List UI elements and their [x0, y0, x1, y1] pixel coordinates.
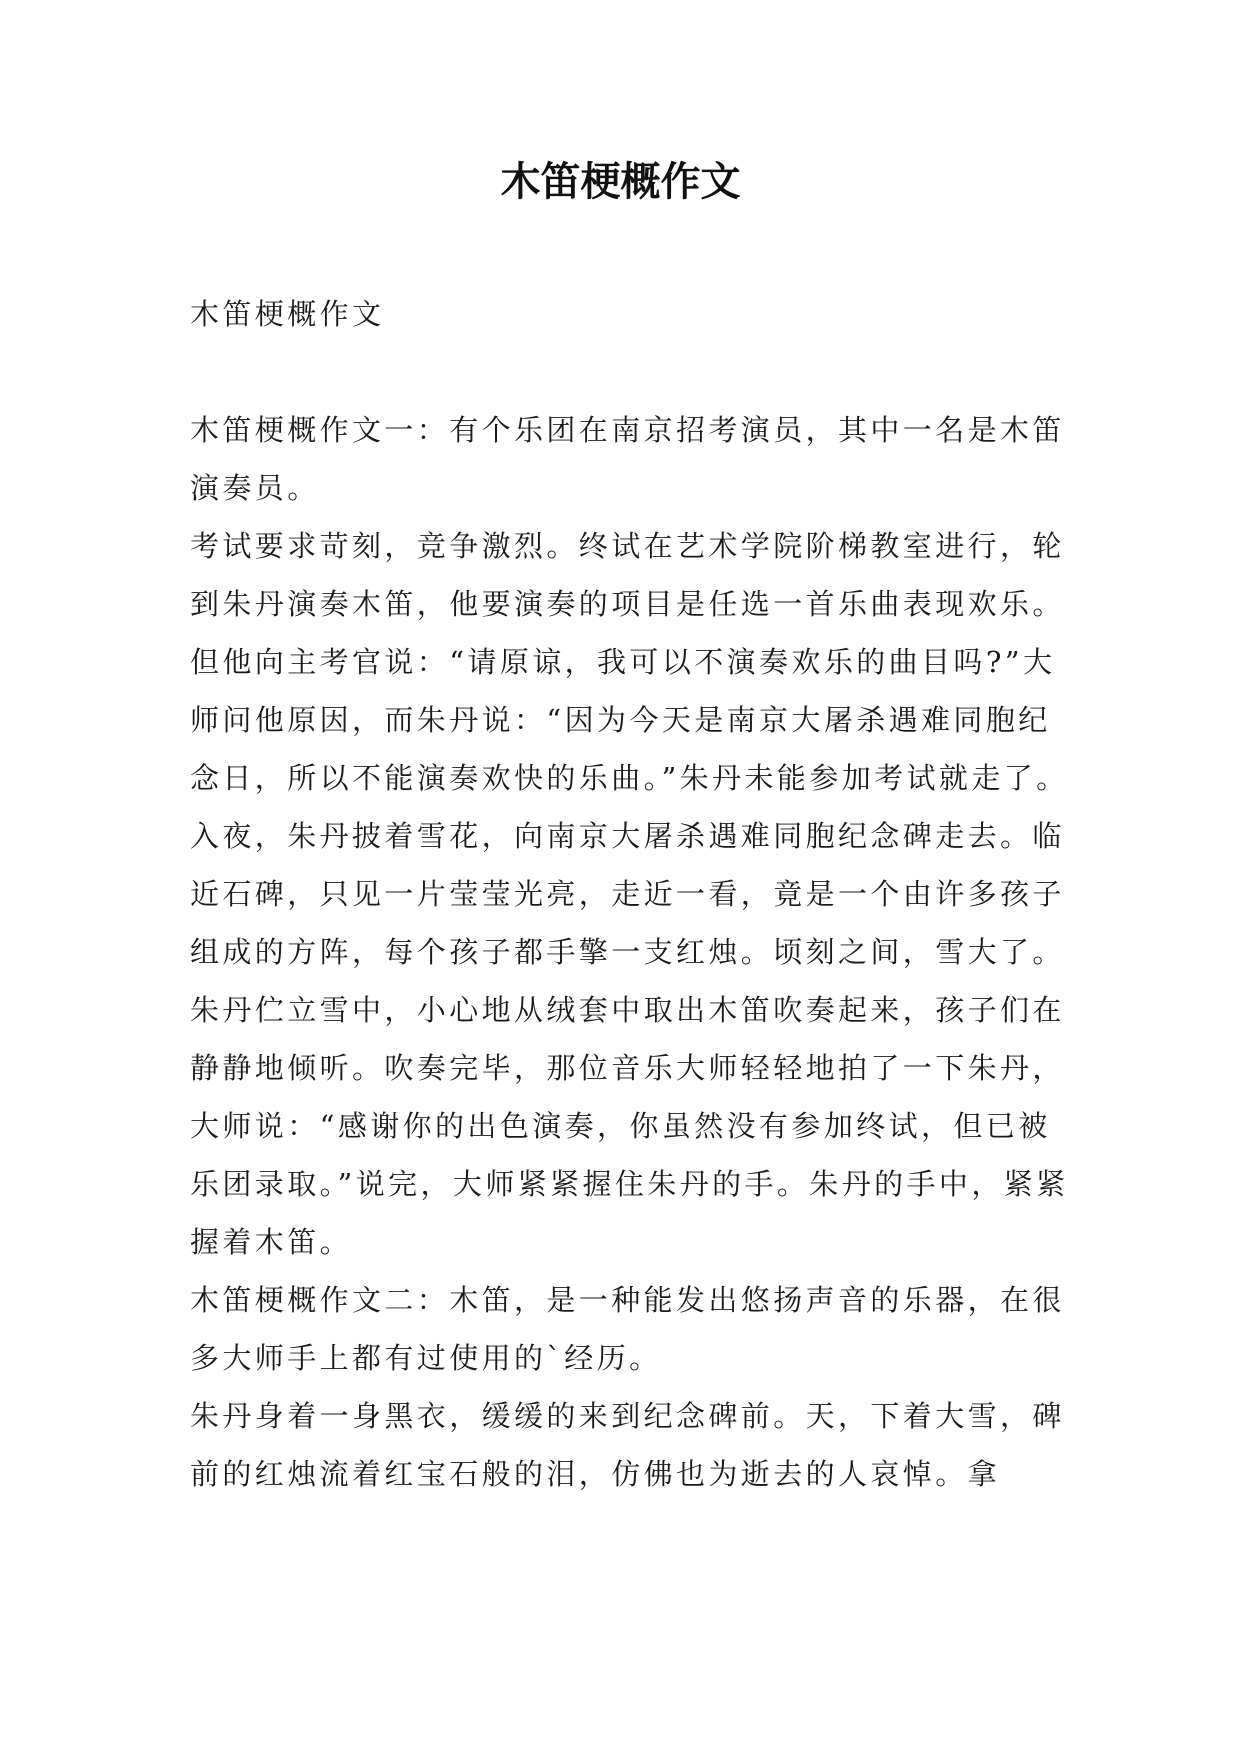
paragraph-2: 考试要求苛刻，竞争激烈。终试在艺术学院阶梯教室进行，轮到朱丹演奏木笛，他要演奏的项目是任选一首乐曲表现欢乐。但他向主考官说：“请原谅，我可以不演奏欢乐的曲目吗?”大师问他原因，而朱丹说：“因为今天是南京大屠杀遇难同胞纪念日，所以不能演奏欢快的乐曲。”朱丹未能参加考试就走了。 [190, 529, 1069, 795]
paragraph-4: 木笛梗概作文二：木笛，是一种能发出悠扬声音的乐器，在很多大师手上都有过使用的`经历。 [190, 1283, 1065, 1375]
document-title: 木笛梗概作文 [500, 159, 741, 205]
paragraph-5: 朱丹身着一身黑衣，缓缓的来到纪念碑前。天，下着大雪，碑前的红烛流着红宝石般的泪，仿佛也为逝去的人哀悼。拿 [190, 1399, 1065, 1491]
paragraph-3: 入夜，朱丹披着雪花，向南京大屠杀遇难同胞纪念碑走去。临近石碑，只见一片莹莹光亮，走近一看，竟是一个由许多孩子组成的方阵，每个孩子都手擎一支红烛。顷刻之间，雪大了。朱丹伫立雪中，小心地从绒套中取出木笛吹奏起来，孩子们在静静地倾听。吹奏完毕，那位音乐大师轻轻地拍了一下朱丹，大师说：“感谢你的出色演奏，你虽然没有参加终试，但已被乐团录取。”说完，大师紧紧握住朱丹的手。朱丹的手中，紧紧握着木笛。 [190, 819, 1069, 1259]
document-subtitle: 木笛梗概作文 [190, 297, 385, 331]
paragraph-1: 木笛梗概作文一：有个乐团在南京招考演员，其中一名是木笛演奏员。 [190, 413, 1065, 505]
document-body [190, 285, 1070, 1503]
